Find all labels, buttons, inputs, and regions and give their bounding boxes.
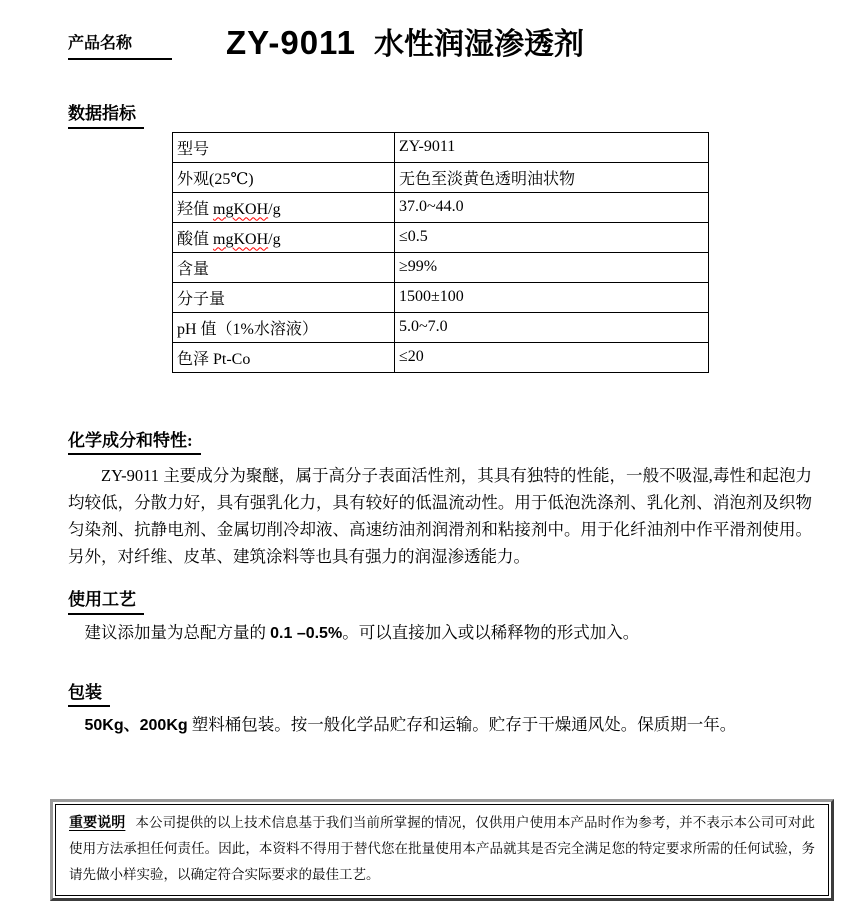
package-sizes: 50Kg、200Kg [84, 717, 188, 735]
notice-text: 本公司提供的以上技术信息基于我们当前所掌握的情况，仅供用户使用本产品时作为参考，并不表示本公司可对此使用方法承担任何责任。因此，本资料不得用于替代您在批量使用本产品就其是否完全满足您的特定要求所需的任何试验，务请先做小样实验，以确定符合实际要求的最佳工艺。 [69, 815, 816, 883]
table-row [173, 342, 709, 372]
important-notice-box [50, 799, 834, 901]
specs-table [172, 132, 709, 373]
table-row [173, 162, 709, 192]
spec-value-cell: 无色至淡黄色透明油状物 [395, 162, 709, 192]
table-row [173, 282, 709, 312]
important-notice-content [55, 804, 829, 896]
composition-paragraph: ZY-9011 主要成分为聚醚，属于高分子表面活性剂，其具有独特的性能，一般不吸湿,毒性和起泡力均较低，分散力好，具有强乳化力，具有较好的低温流动性。用于低泡洗涤剂、乳化剂、消泡剂及织物匀染剂、抗静电剂、金属切削冷却液、高速纺油剂润滑剂和粘接剂中。用于化纤油剂中作平滑剂使用。另外，对纤维、皮革、建筑涂料等也具有强力的润湿渗透能力。 [68, 466, 812, 567]
spec-value-cell: ZY-9011 [395, 132, 709, 162]
spec-label-cell: 含量 [173, 252, 395, 282]
spec-value-cell: 5.0~7.0 [395, 312, 709, 342]
spec-label-cell: 羟值 mgKOH/g [173, 192, 395, 222]
spec-label-cell: 色泽 Pt-Co [173, 342, 395, 372]
notice-heading: 重要说明 [69, 814, 126, 831]
table-row [173, 192, 709, 222]
usage-paragraph: 建议添加量为总配方量的 0.1 –0.5%。可以直接加入或以稀释物的形式加入。 [84, 622, 640, 642]
spec-value-cell: ≤20 [395, 342, 709, 372]
document-page [0, 26, 868, 884]
spec-value-cell: ≤0.5 [395, 222, 709, 252]
spec-label-cell: 型号 [173, 132, 395, 162]
spec-label-cell: 酸值 mgKOH/g [173, 222, 395, 252]
table-row [173, 252, 709, 282]
spec-label-cell: pH 值（1%水溶液） [173, 312, 395, 342]
header [68, 26, 868, 60]
spellcheck-wavy-text: mgKOH [213, 200, 269, 218]
spec-value-cell: 37.0~44.0 [395, 192, 709, 222]
packaging-paragraph: 50Kg、200Kg 塑料桶包装。按一般化学品贮存和运输。贮存于干燥通风处。保质期一年。 [84, 715, 737, 735]
specs-section-heading: 数据指标 [68, 104, 144, 129]
spec-label-cell: 外观(25℃) [173, 162, 395, 192]
packaging-section-heading: 包装 [68, 683, 110, 708]
title-product-name: 水性润湿渗透剂 [373, 28, 584, 61]
usage-section-heading: 使用工艺 [68, 590, 144, 615]
dosage-range: 0.1 –0.5% [270, 624, 343, 642]
table-row [173, 222, 709, 252]
composition-section-heading: 化学成分和特性: [68, 431, 201, 456]
spec-value-cell: 1500±100 [395, 282, 709, 312]
table-row [173, 132, 709, 162]
title-model-number: ZY-9011 [226, 24, 356, 61]
product-name-label: 产品名称 [68, 35, 172, 60]
page-title [226, 26, 584, 60]
spellcheck-wavy-text: mgKOH [213, 230, 269, 248]
table-row [173, 312, 709, 342]
spec-value-cell: ≥99% [395, 252, 709, 282]
spec-label-cell: 分子量 [173, 282, 395, 312]
